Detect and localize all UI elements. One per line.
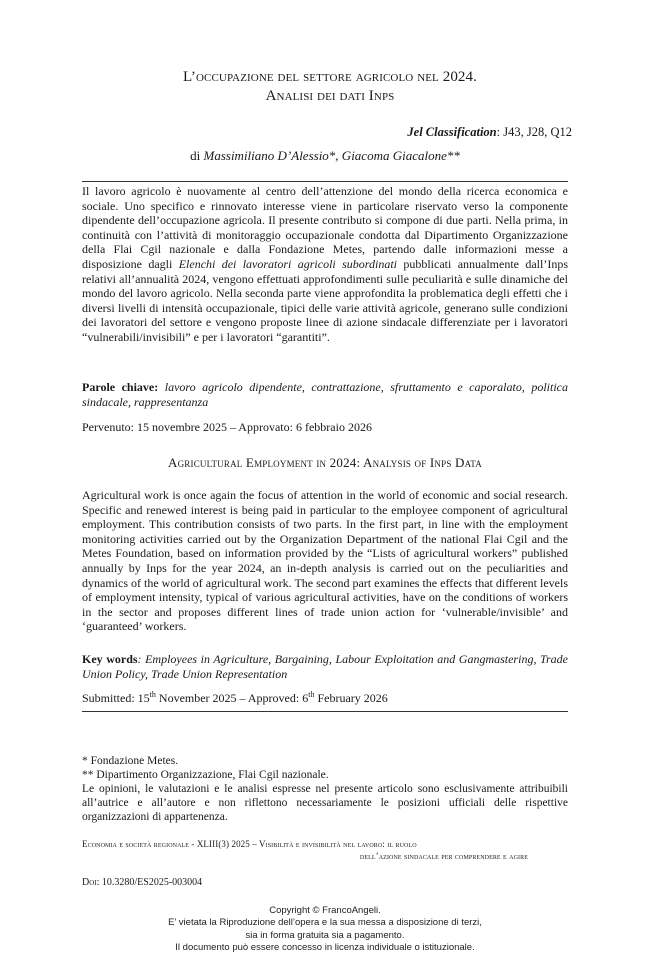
keywords-italian-text: lavoro agricolo dipendente, contrattazione, sfruttamento e caporalato, politica sindacale, rappresentanza [82,380,568,409]
dates-english-sup-1: th [149,690,156,699]
copyright-notice [0,905,650,955]
jel-classification [407,125,572,140]
copyright-line-4: Il documento può essere concesso in licenza individuale o istituzionale. [175,942,475,954]
abstract-top-rule [82,181,568,182]
abstract-italian-italic: Elenchi dei lavoratori agricoli subordinati [178,256,397,271]
abstract-bottom-rule [82,711,568,712]
dates-italian: Pervenuto: 15 novembre 2025 – Approvato: 6 febbraio 2026 [82,420,372,434]
journal-citation-line-2: dell’azione sindacale per comprendere e agire [359,851,528,861]
jel-label: Jel Classification [407,125,497,139]
copyright-line-2: E’ vietata la Riproduzione dell’opera e la sua messa a disposizione di terzi, [168,917,482,929]
footnotes [82,754,568,824]
authors [0,148,650,164]
keywords-english [82,652,568,681]
article-title-line-2: Analisi dei dati Inps [265,88,395,104]
doi: Doi: 10.3280/ES2025-003004 [82,877,203,888]
author-names: Massimiliano D’Alessio*, Giacoma Giacalone** [203,148,460,163]
keywords-english-text: : Employees in Agriculture, Bargaining, Labour Exploitation and Gangmastering, Trade Union Policy, Trade Union Representation [82,652,568,681]
journal-citation-line-1: Economia e società regionale - XLIII(3) 2025 – Visibilità e invisibilità nel lavoro: il ruolo [82,839,417,849]
dates-english-sup-2: th [308,690,315,699]
footnote-1: * Fondazione Metes. [82,755,179,767]
keywords-english-label: Key words [82,652,138,666]
jel-codes: : J43, J28, Q12 [496,125,572,139]
dates-english-submitted: Submitted: 15 [82,691,150,705]
abstract-english: Agricultural work is once again the focus of attention in the world of economic and social research. Specific and renewed interest is being paid in particular to the employee component of agricultural employment. This contribution consists of two parts. In the first part, in line with the employment monitoring activities carried out by the Organization Department of the national Flai Cgil and the Metes Foundation, based on information provided by the “Lists of agricultural workers” published annually by Inps for the year 2024, an in-depth analysis is carried out on the peculiarities and dynamics of the world of agricultural work. The second part examines the effects that different levels of employment intensity, typical of various agricultural activities, have on the conditions of workers in the sector and proposes different lines of trade union action for ‘vulnerable/invisible’ and ‘guaranteed’ workers. [82,488,568,634]
keywords-italian-label: Parole chiave: [82,380,159,394]
journal-citation [82,838,568,862]
english-title: Agricultural Employment in 2024: Analysis of Inps Data [168,455,482,470]
keywords-italian [82,380,568,409]
copyright-line-1: Copyright © FrancoAngeli. [269,905,381,916]
dates-english [82,691,388,706]
abstract-italian [82,184,568,345]
article-title [80,68,580,106]
article-title-line-1: L’occupazione del settore agricolo nel 2024. [183,69,477,85]
abstract-italian-text-2: pubblicati annualmente dall’Inps relativi all’annualità 2024, vengono effettuati approfondimenti sulle peculiarità e sulle dinamiche del mondo del lavoro agricolo. Nella seconda parte viene approfondita la problematica degli effetti che i diversi livelli di intensità occupazionale, tipici delle varie attività agricole, generano sulle condizioni dei lavoratori del settore e vengono proposte linee di azione sindacale differenziate per i lavoratori “vulnerabili/invisibili” e per i lavoratori “garantiti”. [82,256,569,344]
footnote-2: ** Dipartimento Organizzazione, Flai Cgil nazionale. [82,769,329,781]
abstract-italian-text-1: Il lavoro agricolo è nuovamente al centro dell’attenzione del mondo della ricerca economica e sociale. Uno specifico e rinnovato interesse viene in particolare riservato verso la componente dipendente dell’occupazione agricola. Il presente contributo si compone di due parti. Nella prima, in continuità con l’attività di monitoraggio occupazionale condotta dal Dipartimento Organizzazione della Flai Cgil nazionale e dalla Fondazione Metes, partendo dalle informazioni messe a disposizione dagli [82,184,568,271]
dates-english-mid: November 2025 – Approved: 6 [155,691,309,705]
dates-english-end: February 2026 [314,691,388,705]
footnote-3: Le opinioni, le valutazioni e le analisi espresse nel presente articolo sono esclusivamente attribuibili all’autrice e all’autore e non riflettono necessariamente le posizioni ufficiali delle rispettive organizzazioni di appartenenza. [82,783,568,823]
authors-prefix: di [190,148,204,163]
copyright-line-3: sia in forma gratuita sia a pagamento. [245,929,405,941]
